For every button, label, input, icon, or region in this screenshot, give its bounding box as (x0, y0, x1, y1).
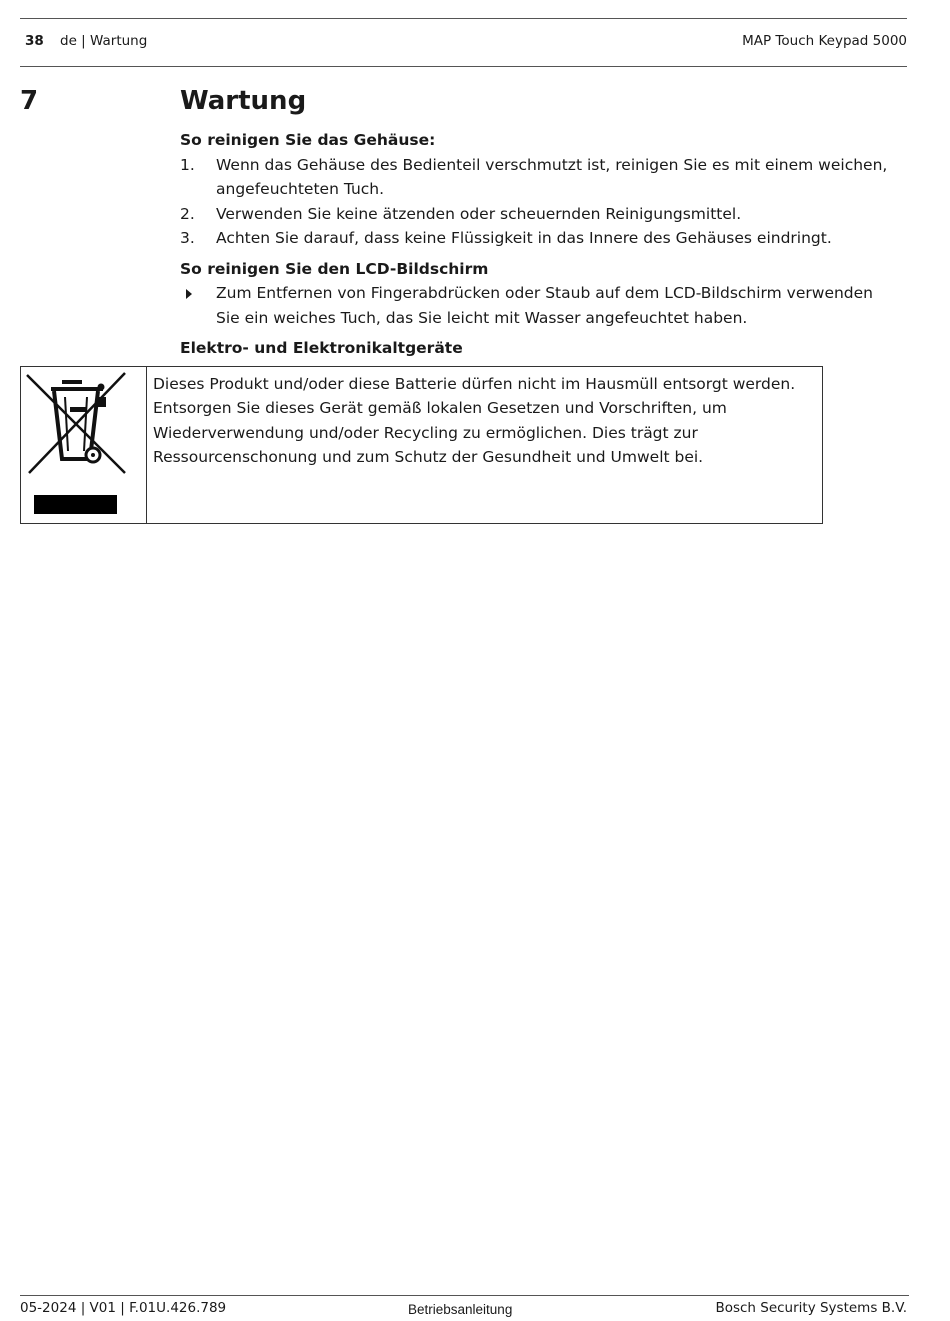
weee-icon-cell (21, 367, 147, 523)
chapter-title: Wartung (180, 86, 307, 116)
weee-notice-table (20, 366, 823, 524)
weee-notice-text: Dieses Produkt und/oder diese Batterie dürfen nicht im Hausmüll entsorgt werden. Entsorgen Sie dieses Gerät gemäß lokalen Gesetzen und Vorschriften, um Wiederverwendung und/oder Recycling zu ermöglichen. Dies trägt zur Ressourcenschonung und zum Schutz der Gesundheit und Umwelt bei. (153, 375, 796, 466)
header-top-rule (20, 18, 907, 19)
crossed-out-wheelie-bin-icon (21, 367, 146, 523)
list-item-text: Wenn das Gehäuse des Bedienteil verschmutzt ist, reinigen Sie es mit einem weichen, angefeuchteten Tuch. (216, 155, 888, 198)
header-bottom-rule (20, 66, 907, 67)
list-item (180, 281, 900, 330)
page-number: 38 (25, 33, 44, 49)
list-marker: 3. (180, 229, 195, 247)
list-marker: 2. (180, 204, 195, 223)
lcd-heading: So reinigen Sie den LCD-Bildschirm (180, 259, 489, 278)
list-marker: 1. (180, 155, 195, 174)
list-item (180, 226, 900, 251)
footer-company: Bosch Security Systems B.V. (715, 1300, 907, 1316)
weee-heading: Elektro- und Elektronikaltgeräte (180, 339, 463, 357)
chapter-content (180, 128, 900, 361)
footer-document-type: Betriebsanleitung (408, 1302, 513, 1317)
footer-rule (20, 1295, 909, 1296)
list-item (180, 153, 900, 202)
chapter-number: 7 (20, 86, 39, 116)
list-item-text: Zum Entfernen von Fingerabdrücken oder Staub auf dem LCD-Bildschirm verwenden Sie ein weiches Tuch, das Sie leicht mit Wasser angefeuchtet haben. (216, 284, 874, 327)
housing-heading: So reinigen Sie das Gehäuse: (180, 131, 436, 149)
list-item (180, 202, 900, 227)
list-item-text: Achten Sie darauf, dass keine Flüssigkeit in das Innere des Gehäuses eindringt. (216, 229, 832, 247)
list-item-text: Verwenden Sie keine ätzenden oder scheuernden Reinigungsmittel. (216, 204, 742, 223)
header-section: de | Wartung (60, 33, 148, 49)
header-product: MAP Touch Keypad 5000 (742, 33, 907, 49)
bullet-arrow-icon (186, 289, 192, 299)
footer-document-id: 05-2024 | V01 | F.01U.426.789 (20, 1300, 227, 1316)
